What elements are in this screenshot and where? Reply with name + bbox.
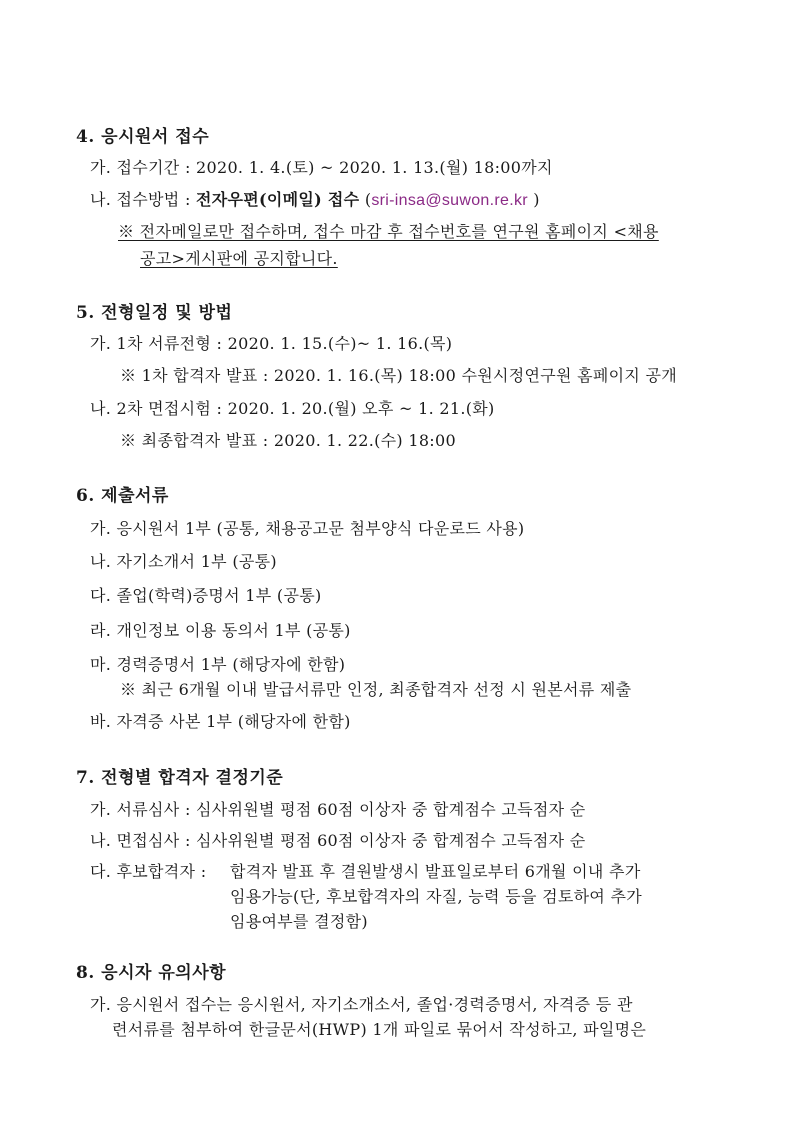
section-6-item-e: 마. 경력증명서 1부 (해당자에 한함) bbox=[90, 655, 346, 674]
section-8-item-a-line-2: 련서류를 첨부하여 한글문서(HWP) 1개 파일로 묶어서 작성하고, 파일명은 bbox=[112, 1020, 647, 1039]
section-4-note-line-1: ※ 전자메일로만 접수하며, 접수 마감 후 접수번호를 연구원 홈페이지 <채용 bbox=[118, 222, 659, 241]
section-7-item-c-line-2: 임용가능(단, 후보합격자의 자질, 능력 등을 검토하여 추가 bbox=[230, 887, 643, 906]
section-4-item-b bbox=[90, 187, 540, 210]
section-6-item-f: 바. 자격증 사본 1부 (해당자에 한함) bbox=[90, 712, 351, 731]
section-7-item-b: 나. 면접심사 : 심사위원별 평점 60점 이상자 중 합계점수 고득점자 순 bbox=[90, 831, 586, 850]
section-6-title: 6. 제출서류 bbox=[76, 486, 169, 506]
section-6-item-b: 나. 자기소개서 1부 (공통) bbox=[90, 552, 277, 571]
section-8-item-a-line-1: 가. 응시원서 접수는 응시원서, 자기소개소서, 졸업·경력증명서, 자격증 등 관 bbox=[90, 995, 633, 1014]
section-7-title: 7. 전형별 합격자 결정기준 bbox=[76, 768, 284, 788]
section-7-item-a: 가. 서류심사 : 심사위원별 평점 60점 이상자 중 합계점수 고득점자 순 bbox=[90, 800, 586, 819]
section-8-title: 8. 응시자 유의사항 bbox=[76, 963, 227, 983]
section-7-item-c-line-1: 합격자 발표 후 결원발생시 발표일로부터 6개월 이내 추가 bbox=[230, 862, 641, 881]
section-5-item-a-note: ※ 1차 합격자 발표 : 2020. 1. 16.(목) 18:00 수원시정연구원 홈페이지 공개 bbox=[120, 366, 678, 385]
section-7-item-c-label: 다. 후보합격자 : bbox=[90, 862, 207, 881]
section-6-item-c: 다. 졸업(학력)증명서 1부 (공통) bbox=[90, 586, 322, 605]
section-5-item-a: 가. 1차 서류전형 : 2020. 1. 15.(수)~ 1. 16.(목) bbox=[90, 334, 453, 353]
email-link[interactable]: sri-insa@suwon.re.kr bbox=[371, 192, 528, 209]
section-4-title: 4. 응시원서 접수 bbox=[76, 127, 210, 147]
section-6-item-d: 라. 개인정보 이용 동의서 1부 (공통) bbox=[90, 621, 351, 640]
section-6-item-a: 가. 응시원서 1부 (공통, 채용공고문 첨부양식 다운로드 사용) bbox=[90, 519, 525, 538]
paren-open: ( bbox=[359, 190, 372, 209]
section-5-item-b: 나. 2차 면접시험 : 2020. 1. 20.(월) 오후 ~ 1. 21.(화) bbox=[90, 399, 495, 418]
section-5-title: 5. 전형일정 및 방법 bbox=[76, 303, 233, 323]
paren-close: ) bbox=[527, 190, 540, 209]
section-6-item-e-note: ※ 최근 6개월 이내 발급서류만 인정, 최종합격자 선정 시 원본서류 제출 bbox=[120, 680, 632, 699]
section-7-item-c-line-3: 임용여부를 결정함) bbox=[230, 912, 368, 931]
item-b-method: 전자우편(이메일) 접수 bbox=[196, 190, 360, 209]
section-5-item-b-note: ※ 최종합격자 발표 : 2020. 1. 22.(수) 18:00 bbox=[120, 431, 456, 450]
item-b-prefix: 나. 접수방법 : bbox=[90, 190, 197, 209]
section-4-note-line-2: 공고>게시판에 공지합니다. bbox=[140, 249, 338, 268]
section-4-item-a: 가. 접수기간 : 2020. 1. 4.(토) ~ 2020. 1. 13.(월) 18:00까지 bbox=[90, 158, 553, 177]
